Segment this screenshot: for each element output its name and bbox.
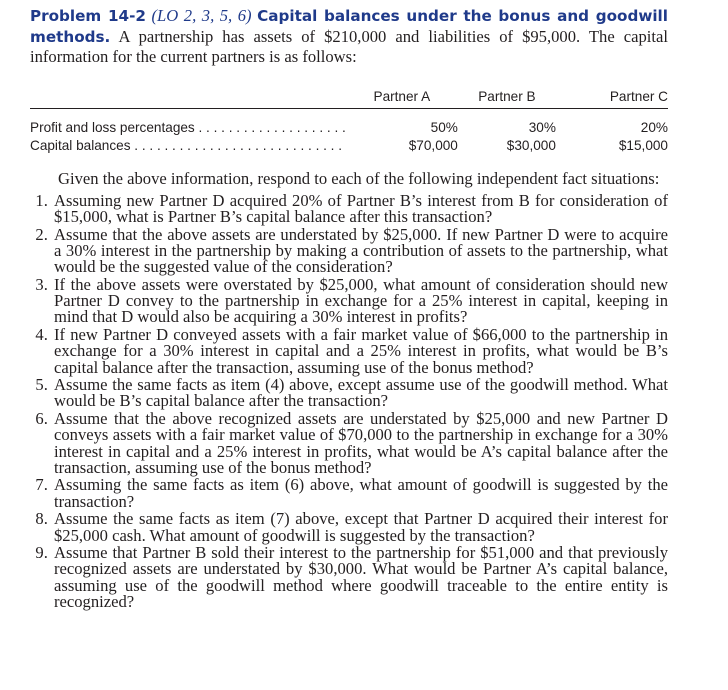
problem-title: Capital balances under the bonus and goodwill methods. [30, 7, 668, 46]
row-label: Capital balances . . . . . . . . . . . . . . . . . . . . . . . . . . . . [30, 137, 343, 153]
table-row [30, 137, 668, 155]
cell-value: 50% [430, 119, 458, 135]
question-2: 2. Assume that the above assets are understated by $25,000. If new Partner D were to acquire a 30% interest in the partnership by making a contribution of assets to the partnership, what would be the suggested value of the consideration? [52, 227, 668, 276]
header-blank [30, 89, 346, 109]
table-row [30, 108, 668, 137]
question-list [30, 193, 668, 610]
question-4: 4. If new Partner D conveyed assets with a fair market value of $66,000 to the partnership in exchange for a 30% interest in capital and a 25% interest in profits, what would be B’s capital balance after the transaction, assuming use of the bonus method? [52, 327, 668, 376]
problem-intro: A partnership has assets of $210,000 and liabilities of $95,000. The capital information for the current partners is as follows: [30, 26, 668, 66]
header-partner-b: Partner B [458, 89, 556, 109]
cell-value: 20% [640, 119, 668, 135]
header-partner-a: Partner A [346, 89, 458, 109]
question-1: 1. Assuming new Partner D acquired 20% of Partner B’s interest from B for consideration of $15,000, what is Partner B’s capital balance after this transaction? [52, 193, 668, 225]
question-7: 7. Assuming the same facts as item (6) above, what amount of goodwill is suggested by the transaction? [52, 477, 668, 509]
cell-value: 30% [528, 119, 556, 135]
problem-number: Problem 14-2 [30, 7, 146, 25]
capital-table-header [30, 89, 668, 109]
question-8: 8. Assume the same facts as item (7) above, except that Partner D acquired their interest for $25,000 cash. What amount of goodwill is suggested by the transaction? [52, 511, 668, 543]
capital-table [30, 89, 668, 155]
header-partner-c: Partner C [556, 89, 668, 109]
question-9: 9. Assume that Partner B sold their interest to the partnership for $51,000 and that previously recognized assets are understated by $30,000. What would be Partner A’s capital balance, assuming use of the goodwill method where goodwill traceable to the entire entity is recognized? [52, 545, 668, 610]
cell-value: $70,000 [408, 137, 458, 153]
question-5: 5. Assume the same facts as item (4) above, except assume use of the goodwill method. What would be B’s capital balance after the transaction? [52, 377, 668, 409]
problem-statement [30, 6, 668, 67]
cell-value: $15,000 [618, 137, 668, 153]
question-6: 6. Assume that the above recognized assets are understated by $25,000 and new Partner D conveys assets with a fair market value of $70,000 to the partnership in exchange for a 30% interest in capital and a 25% interest in profits, what would be A’s capital balance after the transaction, assuming use of the bonus method? [52, 411, 668, 476]
learning-objectives: (LO 2, 3, 5, 6) [151, 6, 252, 25]
cell-value: $30,000 [506, 137, 556, 153]
question-3: 3. If the above assets were overstated by $25,000, what amount of consideration should new Partner D convey to the partnership in exchange for a 25% interest in capital, keeping in mind that D would also be acquiring a 30% interest in profits? [52, 277, 668, 326]
row-label: Profit and loss percentages . . . . . . . . . . . . . . . . . . . . [30, 119, 346, 135]
lead-in: Given the above information, respond to each of the following independent fact situations: [58, 168, 660, 188]
